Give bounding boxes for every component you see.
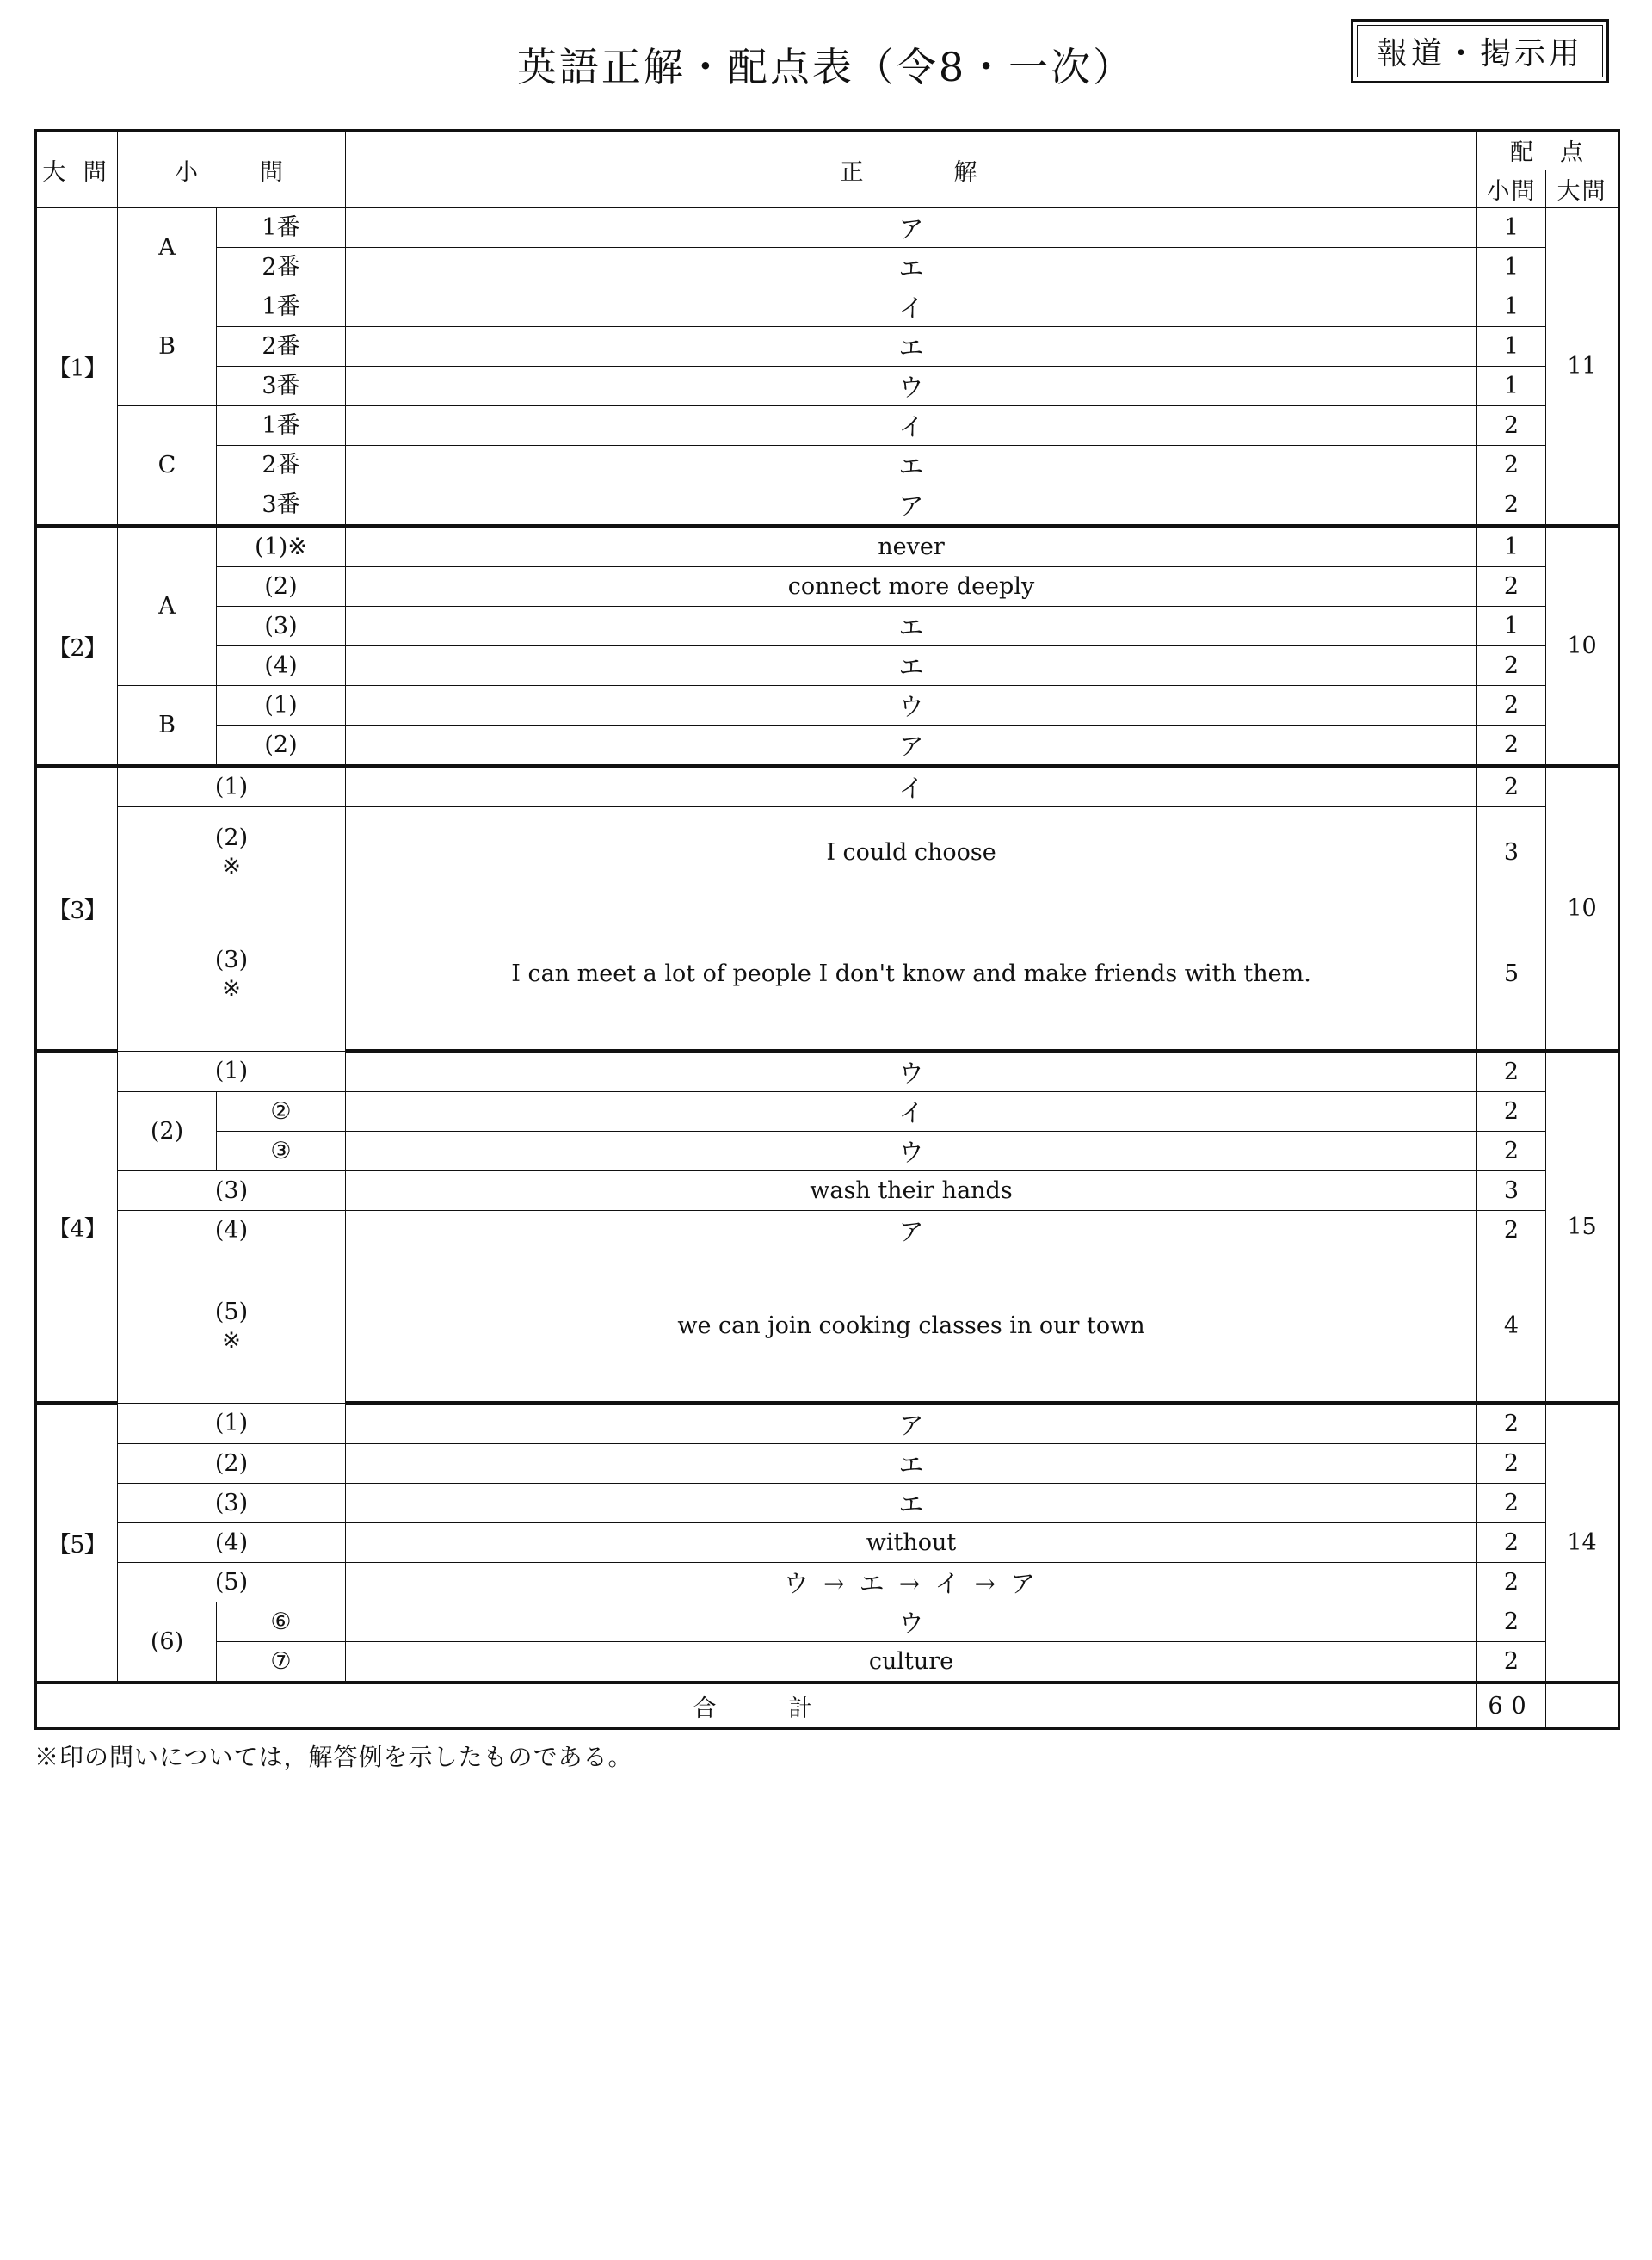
points-sub-cell: 2	[1477, 1211, 1546, 1250]
sub-question-group: (2)	[118, 1092, 217, 1171]
answer-cell: connect more deeply	[346, 567, 1477, 607]
sub-question-number: (3)	[118, 1171, 346, 1211]
grand-total-value: 60	[1477, 1683, 1546, 1729]
table-row	[36, 1403, 1619, 1444]
sub-question-number: 3番	[217, 485, 346, 527]
points-total-cell: 10	[1546, 526, 1619, 766]
section-id-cell: 【1】	[36, 208, 118, 527]
table-row	[36, 1563, 1619, 1602]
table-row	[36, 1171, 1619, 1211]
grand-total-row	[36, 1683, 1619, 1729]
points-sub-cell: 2	[1477, 1484, 1546, 1523]
answer-cell: ア	[346, 1403, 1477, 1444]
points-sub-cell: 1	[1477, 367, 1546, 406]
table-row	[36, 208, 1619, 248]
sub-question-number: (4)	[118, 1211, 346, 1250]
answer-cell: エ	[346, 646, 1477, 686]
table-row	[36, 327, 1619, 367]
section-id-cell: 【2】	[36, 526, 118, 766]
points-total-cell: 10	[1546, 766, 1619, 1051]
sub-question-number: 2番	[217, 446, 346, 485]
sub-question-number: (1)	[118, 766, 346, 807]
points-sub-cell: 1	[1477, 327, 1546, 367]
points-sub-cell: 1	[1477, 248, 1546, 287]
points-sub-cell: 2	[1477, 1523, 1546, 1563]
points-sub-cell: 2	[1477, 1642, 1546, 1683]
table-row	[36, 1250, 1619, 1404]
sub-question-number: (3) ※	[118, 898, 346, 1052]
answer-cell: エ	[346, 446, 1477, 485]
points-sub-cell: 1	[1477, 526, 1546, 567]
answer-cell: エ	[346, 1444, 1477, 1484]
answer-key-table	[34, 129, 1620, 1730]
answer-cell: ウ	[346, 1051, 1477, 1092]
points-sub-cell: 2	[1477, 567, 1546, 607]
answer-cell: without	[346, 1523, 1477, 1563]
points-sub-cell: 2	[1477, 726, 1546, 767]
answer-cell: I could choose	[346, 807, 1477, 898]
answer-cell: イ	[346, 406, 1477, 446]
answer-cell: ア	[346, 208, 1477, 248]
answer-cell: エ	[346, 607, 1477, 646]
sub-question-number: (1)	[118, 1051, 346, 1092]
grand-total-label: 合 計	[36, 1683, 1477, 1729]
sub-question-number: ⑦	[217, 1642, 346, 1683]
table-row	[36, 1484, 1619, 1523]
table-row	[36, 807, 1619, 898]
sub-question-number: (2)	[217, 567, 346, 607]
sub-question-number: (1)	[217, 686, 346, 726]
section-id-cell: 【5】	[36, 1403, 118, 1683]
table-row	[36, 406, 1619, 446]
header-points-dai: 大問	[1546, 170, 1619, 207]
table-row	[36, 646, 1619, 686]
answer-cell: I can meet a lot of people I don't know and make friends with them.	[346, 898, 1477, 1052]
header-dai: 大 問	[36, 131, 118, 208]
table-row	[36, 607, 1619, 646]
answer-cell: エ	[346, 248, 1477, 287]
section-id-cell: 【4】	[36, 1051, 118, 1403]
footnote: ※印の問いについては，解答例を示したものである。	[34, 1743, 633, 1771]
press-notice-stamp	[1351, 19, 1609, 83]
answer-cell: ウ	[346, 686, 1477, 726]
answer-cell: イ	[346, 766, 1477, 807]
sub-question-number: 2番	[217, 248, 346, 287]
table-row	[36, 1444, 1619, 1484]
sub-question-number: (1)※	[217, 526, 346, 567]
points-sub-cell: 2	[1477, 1051, 1546, 1092]
sub-question-group: C	[118, 406, 217, 527]
sub-question-number: (5)	[118, 1563, 346, 1602]
points-sub-cell: 3	[1477, 1171, 1546, 1211]
points-sub-cell: 5	[1477, 898, 1546, 1052]
table-row	[36, 446, 1619, 485]
sub-question-number: 3番	[217, 367, 346, 406]
sub-question-number: ⑥	[217, 1602, 346, 1642]
sub-question-number: (3)	[118, 1484, 346, 1523]
sub-question-number: 1番	[217, 406, 346, 446]
points-sub-cell: 1	[1477, 208, 1546, 248]
sub-question-number: (5) ※	[118, 1250, 346, 1404]
table-row	[36, 248, 1619, 287]
table-row	[36, 1051, 1619, 1092]
points-sub-cell: 2	[1477, 406, 1546, 446]
sub-question-group: B	[118, 686, 217, 767]
points-sub-cell: 4	[1477, 1250, 1546, 1404]
sub-question-number: (2) ※	[118, 807, 346, 898]
press-notice-stamp-label: 報道・掲示用	[1357, 25, 1603, 77]
table-row	[36, 287, 1619, 327]
answer-cell: culture	[346, 1642, 1477, 1683]
grand-total-spacer	[1546, 1683, 1619, 1729]
points-sub-cell: 2	[1477, 1444, 1546, 1484]
table-row	[36, 526, 1619, 567]
sub-question-group: A	[118, 526, 217, 686]
points-sub-cell: 3	[1477, 807, 1546, 898]
answer-cell: ア	[346, 485, 1477, 527]
points-sub-cell: 2	[1477, 766, 1546, 807]
points-sub-cell: 2	[1477, 646, 1546, 686]
header-answer: 正 解	[346, 131, 1477, 208]
points-sub-cell: 2	[1477, 446, 1546, 485]
answer-cell: ウ	[346, 1602, 1477, 1642]
points-total-cell: 15	[1546, 1051, 1619, 1403]
table-row	[36, 367, 1619, 406]
header-points-sho: 小問	[1477, 170, 1546, 207]
section-id-cell: 【3】	[36, 766, 118, 1051]
answer-cell: wash their hands	[346, 1171, 1477, 1211]
page-header	[34, 0, 1618, 129]
sub-question-number: ③	[217, 1132, 346, 1171]
table-row	[36, 1092, 1619, 1132]
table-row	[36, 1132, 1619, 1171]
points-sub-cell: 2	[1477, 485, 1546, 527]
sub-question-number: (2)	[217, 726, 346, 767]
header-sho: 小 問	[118, 131, 346, 208]
answer-cell: イ	[346, 287, 1477, 327]
points-sub-cell: 1	[1477, 607, 1546, 646]
answer-cell: ウ → エ → イ → ア	[346, 1563, 1477, 1602]
answer-cell: ア	[346, 726, 1477, 767]
table-row	[36, 1211, 1619, 1250]
sub-question-number: (2)	[118, 1444, 346, 1484]
sub-question-group: A	[118, 208, 217, 287]
points-sub-cell: 2	[1477, 1092, 1546, 1132]
sub-question-group: (6)	[118, 1602, 217, 1683]
answer-cell: エ	[346, 1484, 1477, 1523]
points-total-cell: 11	[1546, 208, 1619, 527]
points-sub-cell: 1	[1477, 287, 1546, 327]
table-row	[36, 1642, 1619, 1683]
sub-question-number: ②	[217, 1092, 346, 1132]
answer-cell: ア	[346, 1211, 1477, 1250]
table-row	[36, 898, 1619, 1052]
sub-question-number: 1番	[217, 287, 346, 327]
answer-cell: ウ	[346, 367, 1477, 406]
sub-question-number: (1)	[118, 1403, 346, 1444]
sub-question-number: (4)	[217, 646, 346, 686]
points-total-cell: 14	[1546, 1403, 1619, 1683]
points-sub-cell: 2	[1477, 1403, 1546, 1444]
sub-question-number: (3)	[217, 607, 346, 646]
points-sub-cell: 2	[1477, 1563, 1546, 1602]
points-sub-cell: 2	[1477, 1132, 1546, 1171]
sub-question-number: 2番	[217, 327, 346, 367]
points-sub-cell: 2	[1477, 686, 1546, 726]
table-row	[36, 485, 1619, 527]
answer-cell: ウ	[346, 1132, 1477, 1171]
header-points: 配 点	[1477, 131, 1619, 170]
table-row	[36, 766, 1619, 807]
table-row	[36, 726, 1619, 767]
table-row	[36, 567, 1619, 607]
sub-question-group: B	[118, 287, 217, 406]
table-row	[36, 1523, 1619, 1563]
table-row	[36, 686, 1619, 726]
answer-cell: イ	[346, 1092, 1477, 1132]
table-row	[36, 1602, 1619, 1642]
sub-question-number: (4)	[118, 1523, 346, 1563]
points-sub-cell: 2	[1477, 1602, 1546, 1642]
answer-cell: エ	[346, 327, 1477, 367]
sub-question-number: 1番	[217, 208, 346, 248]
page-title: 英語正解・配点表（令8・一次）	[516, 44, 1136, 90]
table-header-row	[36, 131, 1619, 170]
answer-cell: never	[346, 526, 1477, 567]
answer-cell: we can join cooking classes in our town	[346, 1250, 1477, 1404]
